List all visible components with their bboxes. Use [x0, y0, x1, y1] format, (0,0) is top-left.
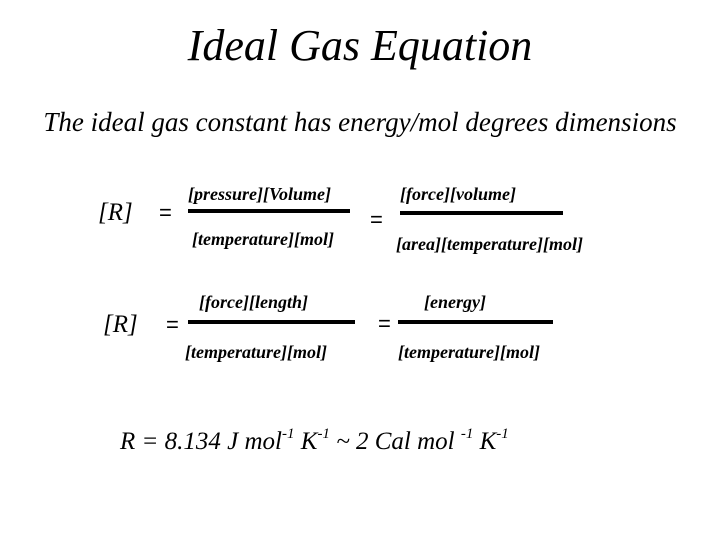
- result-exponent-3: -1: [460, 425, 474, 442]
- gas-constant-value: [120, 425, 509, 456]
- row1-equals-1: =: [159, 200, 172, 225]
- result-part-4: K: [473, 428, 497, 455]
- row1-frac2-denominator: [area][temperature][mol]: [396, 234, 583, 254]
- row2-equals-1: =: [166, 312, 179, 337]
- result-exponent-2: -1: [317, 425, 330, 442]
- row2-frac2-bar: [398, 320, 553, 324]
- row2-frac2-denominator: [temperature][mol]: [398, 342, 540, 362]
- slide-title: Ideal Gas Equation: [187, 21, 533, 70]
- row1-frac2-bar: [400, 211, 563, 215]
- row1-frac1-bar: [188, 209, 350, 213]
- row2-frac1-bar: [188, 320, 355, 324]
- row1-frac1-denominator: [temperature][mol]: [192, 229, 334, 249]
- result-exponent-4: -1: [496, 425, 509, 442]
- row2-frac1-denominator: [temperature][mol]: [185, 342, 327, 362]
- result-part-2: K: [294, 428, 318, 455]
- row1-lhs: [R]: [98, 199, 133, 226]
- result-part-3: ~ 2 Cal mol: [329, 428, 461, 455]
- result-exponent-1: -1: [282, 425, 295, 442]
- result-part-1: R = 8.134 J mol: [120, 428, 282, 455]
- slide-subtitle: The ideal gas constant has energy/mol degrees dimensions: [43, 107, 677, 137]
- row2-lhs: [R]: [103, 311, 138, 338]
- row1-frac1-numerator: [pressure][Volume]: [188, 184, 331, 204]
- row2-frac2-numerator: [energy]: [424, 292, 486, 312]
- row1-frac2-numerator: [force][volume]: [400, 184, 516, 204]
- row2-frac1-numerator: [force][length]: [199, 292, 308, 312]
- row2-equals-2: =: [378, 311, 391, 336]
- row1-equals-2: =: [370, 207, 383, 232]
